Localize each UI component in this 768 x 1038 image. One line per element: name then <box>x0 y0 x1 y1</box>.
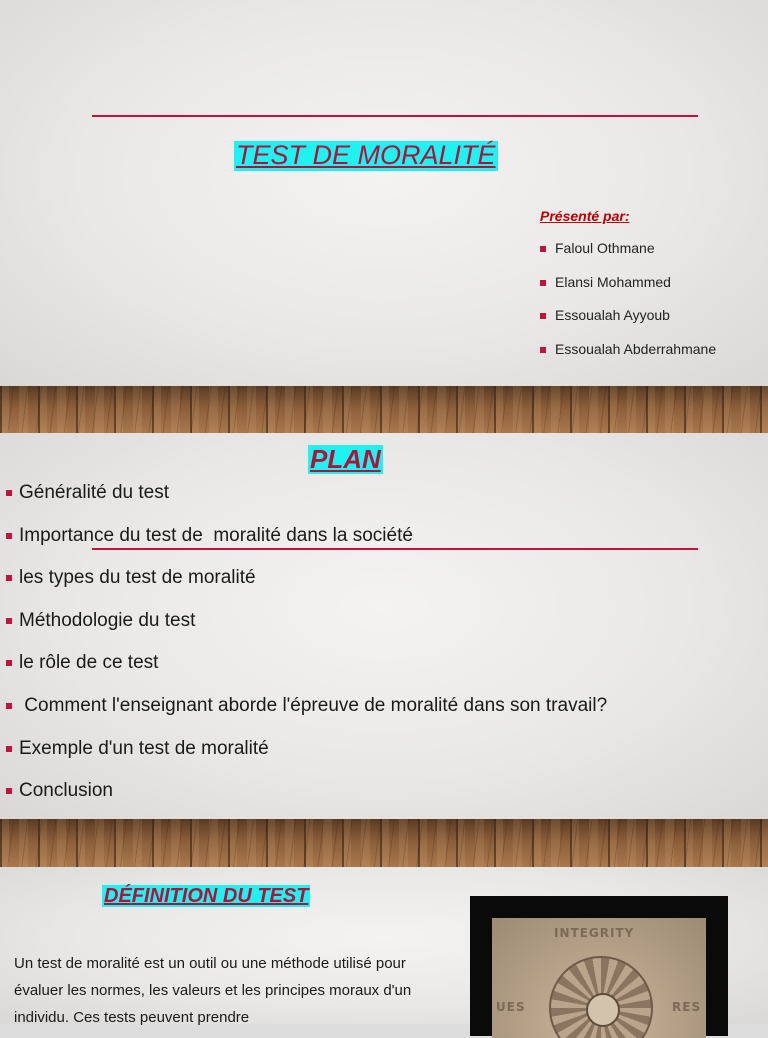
image-word-right: RES <box>672 1000 702 1014</box>
list-item: Généralité du test <box>4 482 607 525</box>
integrity-word: INTEGRITY <box>554 926 635 940</box>
presenter-list <box>540 240 716 374</box>
wood-floor <box>0 819 768 867</box>
wood-floor <box>0 386 768 433</box>
list-item: Comment l'enseignant aborde l'épreuve de moralité dans son travail? <box>4 695 607 738</box>
bullet-icon <box>540 280 546 286</box>
bullet-icon <box>6 575 12 581</box>
slide-1-title: TEST DE MORALITÉ <box>236 140 496 170</box>
list-item: Essoualah Abderrahmane <box>540 341 716 375</box>
bullet-icon <box>540 246 546 252</box>
bullet-icon <box>6 788 12 794</box>
list-item: Méthodologie du test <box>4 610 607 653</box>
definition-paragraph: Un test de moralité est un outil ou une méthode utilisé pour évaluer les normes, les valeurs et les principes moraux d'un individu. Ces tests peuvent prendre <box>14 955 412 1026</box>
bullet-icon <box>6 533 12 539</box>
slide-3-title: DÉFINITION DU TEST <box>104 885 309 907</box>
title-rule <box>92 115 698 117</box>
list-item: le rôle de ce test <box>4 652 607 695</box>
list-item: Importance du test de moralité dans la société <box>4 525 607 568</box>
list-item: Faloul Othmane <box>540 240 716 274</box>
list-item: les types du test de moralité <box>4 567 607 610</box>
list-item: Essoualah Ayyoub <box>540 307 716 341</box>
slide-1 <box>0 0 768 386</box>
integrity-image <box>492 918 706 1038</box>
bullet-icon <box>6 660 12 666</box>
bullet-icon <box>6 490 12 496</box>
bullet-icon <box>6 703 12 709</box>
integrity-image-frame <box>470 896 728 1036</box>
slide-2-title: PLAN <box>310 444 381 474</box>
bullet-icon <box>540 313 546 319</box>
plan-list <box>4 482 607 823</box>
presented-by-label: Présenté par: <box>540 208 630 224</box>
bullet-icon <box>6 746 12 752</box>
image-word-left: UES <box>496 1000 526 1014</box>
list-item: Conclusion <box>4 780 607 823</box>
bullet-icon <box>6 618 12 624</box>
bullet-icon <box>540 347 546 353</box>
list-item: Exemple d'un test de moralité <box>4 738 607 781</box>
list-item: Elansi Mohammed <box>540 274 716 308</box>
compass-icon <box>549 956 653 1038</box>
